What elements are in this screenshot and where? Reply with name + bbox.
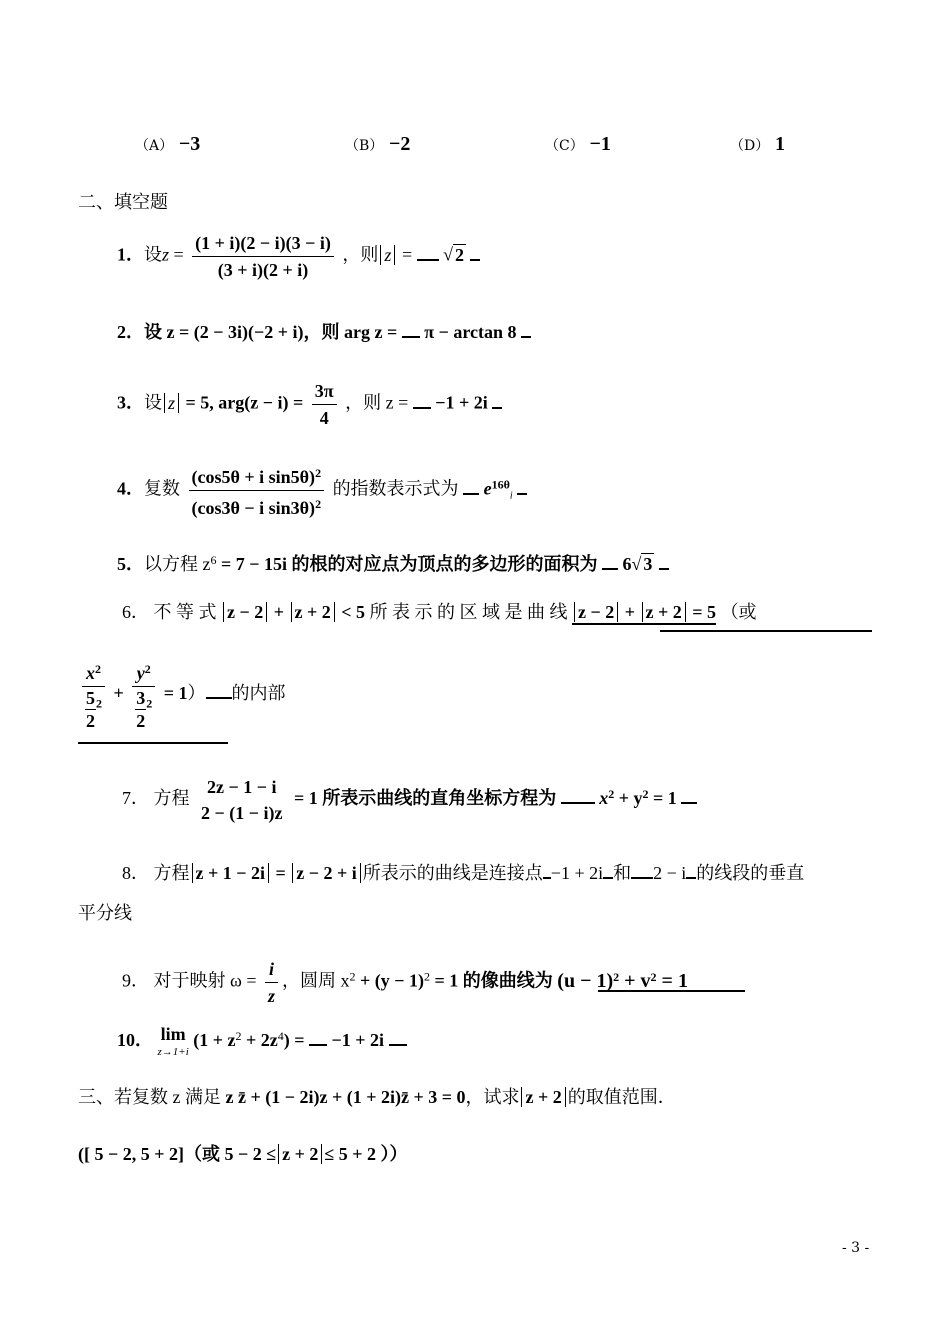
q10-answer: −1 + 2i bbox=[331, 1030, 385, 1050]
q9-mid3: = 1 的像曲线为 bbox=[430, 970, 553, 991]
choice-b-label: （B） bbox=[345, 138, 384, 154]
q7-fraction bbox=[198, 776, 286, 824]
section3-mid: ，试求 bbox=[465, 1087, 520, 1107]
q1-answer: √ 2 bbox=[443, 244, 464, 265]
q8-blank-4 bbox=[686, 859, 696, 879]
q6-answer-abs-a: z − 2 bbox=[574, 602, 618, 622]
q1-number: 1． bbox=[117, 244, 144, 265]
q4-answer-sup: 16θ bbox=[491, 477, 510, 492]
q7-answer-eq: = 1 bbox=[648, 788, 677, 809]
q7-answer-x: x bbox=[599, 788, 609, 809]
q3-mid1: = 5, arg(z − i) = bbox=[181, 392, 308, 413]
q6-frac-x bbox=[82, 658, 105, 732]
section3-abs: z + 2 bbox=[521, 1087, 565, 1107]
q3-fraction bbox=[312, 380, 337, 429]
q3-prefix: 设 bbox=[144, 392, 162, 413]
q6-underline-1 bbox=[660, 630, 872, 632]
q5-answer-coef: 6 bbox=[622, 554, 632, 574]
q3-abs-z: z bbox=[164, 393, 179, 413]
q6-den2-exp: 2 bbox=[146, 696, 153, 711]
q9-answer bbox=[557, 970, 688, 992]
q5-number: 5． bbox=[117, 554, 144, 574]
q4-den-exp: 2 bbox=[315, 497, 322, 511]
q9-answer-eq: = 1 bbox=[656, 969, 688, 992]
q1-prefix: 设 bbox=[144, 244, 162, 265]
q10-limit bbox=[158, 1025, 189, 1061]
q8-tail: 的线段的垂直 bbox=[696, 863, 805, 883]
q7-answer-x-exp: 2 bbox=[608, 787, 615, 802]
q7-denominator: 2 − (1 − i)z bbox=[201, 803, 283, 823]
q8-blank-2 bbox=[603, 859, 613, 879]
q4-number: 4． bbox=[117, 478, 144, 499]
q5-text2: = 7 − 15i 的根的对应点为顶点的多边形的面积为 bbox=[216, 554, 598, 574]
q8-and: 和 bbox=[613, 863, 632, 883]
q8-point-2: 2 − i bbox=[653, 863, 687, 883]
q5-answer-radicand: 3 bbox=[643, 554, 653, 574]
choice-d-value: 1 bbox=[774, 133, 785, 155]
choice-a-label: （A） bbox=[135, 138, 174, 154]
q5-answer: 6√ 3 bbox=[622, 554, 653, 574]
q7-prefix: 方程 bbox=[153, 788, 190, 809]
q7-blank bbox=[561, 784, 595, 804]
q6-answer-eq: = 5 bbox=[687, 602, 717, 622]
q4-fraction bbox=[189, 462, 325, 519]
q4-numerator: (cos5θ + i sin5θ) bbox=[191, 467, 316, 487]
q9-fraction-num: i bbox=[265, 958, 278, 983]
q5-blank-end bbox=[659, 550, 669, 570]
q8-number: 8． bbox=[122, 863, 149, 883]
q4-answer-sub: i bbox=[509, 490, 513, 502]
q6-frac-y bbox=[132, 658, 155, 732]
q10-exp4: 4 bbox=[277, 1029, 284, 1043]
q9-answer-v: + v bbox=[619, 969, 651, 992]
q2-blank bbox=[402, 318, 420, 338]
q9-answer-u: (u − 1) bbox=[557, 969, 614, 992]
page-number: - 3 - bbox=[842, 1240, 870, 1256]
choice-a bbox=[135, 133, 200, 157]
q7-mid: = 1 所表示曲线的直角坐标方程为 bbox=[289, 788, 557, 809]
q6-plus: + bbox=[269, 602, 289, 622]
question-2 bbox=[117, 318, 531, 343]
q6-y: y bbox=[136, 663, 145, 683]
q2-number: 2． bbox=[117, 322, 144, 342]
q8-blank-1 bbox=[543, 859, 551, 879]
question-6 bbox=[122, 601, 757, 623]
q7-answer-y-exp: 2 bbox=[642, 787, 649, 802]
q1-mid: ，则 bbox=[342, 244, 379, 265]
q1-z: z bbox=[162, 244, 170, 265]
question-3 bbox=[117, 380, 502, 429]
q8-prefix: 方程 bbox=[153, 863, 190, 883]
q2-text: 设 z = (2 − 3i)(−2 + i)，则 arg z = bbox=[144, 322, 402, 342]
q1-eq2: = bbox=[397, 244, 417, 265]
q10-exp2: 2 bbox=[235, 1029, 242, 1043]
q3-mid2: ，则 z = bbox=[345, 392, 413, 413]
q8-eq: = bbox=[271, 863, 291, 883]
q3-blank bbox=[413, 389, 431, 409]
q4-denominator: (cos3θ − i sin3θ) bbox=[191, 498, 316, 518]
section3-tail: 的取值范围． bbox=[567, 1087, 676, 1107]
q4-answer: e bbox=[483, 478, 492, 499]
question-9 bbox=[122, 958, 688, 1007]
q6-answer: z − 2 + z + 2 = 5 bbox=[572, 602, 716, 625]
q1-fraction bbox=[192, 232, 334, 281]
q10-expr3: ) = bbox=[283, 1030, 310, 1050]
q6-frac-five-half bbox=[85, 687, 96, 732]
q10-lim: lim bbox=[160, 1024, 186, 1044]
choice-a-value: −3 bbox=[178, 133, 201, 155]
q1-blank-end bbox=[470, 241, 480, 261]
q3-blank-end bbox=[492, 389, 502, 409]
q7-number: 7． bbox=[122, 788, 149, 809]
q5-blank bbox=[602, 550, 618, 570]
q8-blank-3 bbox=[631, 859, 653, 879]
q6-frac-three-half bbox=[135, 687, 146, 732]
section2-title: 二、填空题 bbox=[78, 192, 168, 213]
q10-blank-end bbox=[389, 1026, 407, 1046]
section3-equation: z z̄ + (1 − 2i)z + (1 + 2i)z̄ + 3 = 0 bbox=[225, 1087, 466, 1107]
section3-answer-text2: ≤ 5 + 2 ）） bbox=[324, 1144, 408, 1164]
q9-number: 9． bbox=[122, 970, 149, 991]
question-7 bbox=[122, 776, 697, 824]
q9-mid: ，圆周 x bbox=[282, 970, 350, 991]
q6-x-exp: 2 bbox=[95, 662, 101, 676]
q4-prefix: 复数 bbox=[144, 478, 180, 499]
q6-x: x bbox=[86, 663, 95, 683]
choice-c-label: （C） bbox=[545, 138, 584, 154]
q10-blank bbox=[309, 1026, 327, 1046]
q10-lim-under: z→1+i bbox=[157, 1046, 189, 1058]
q6-abs-a: z − 2 bbox=[223, 602, 267, 622]
q6-abs-b: z + 2 bbox=[291, 602, 335, 622]
q1-numerator: (1 + i)(2 − i)(3 − i) bbox=[192, 232, 334, 257]
q9-answer-u-exp: 2 bbox=[613, 969, 620, 984]
q1-eq: = bbox=[169, 244, 189, 265]
q1-answer-radicand: 2 bbox=[454, 244, 464, 265]
q8-abs-b: z − 2 + i bbox=[292, 863, 361, 883]
q2-blank-end bbox=[521, 318, 531, 338]
q9-underline bbox=[598, 990, 745, 992]
q5-text: 以方程 z bbox=[144, 554, 211, 574]
choice-b-value: −2 bbox=[389, 133, 411, 155]
q6-text: 不 等 式 bbox=[153, 602, 217, 622]
q6-close: ） bbox=[187, 683, 206, 704]
q6-two1: 2 bbox=[86, 711, 95, 731]
q7-answer-y: + y bbox=[614, 788, 643, 809]
q6-two2: 2 bbox=[136, 711, 146, 731]
q3-fraction-den: 4 bbox=[319, 408, 329, 428]
q4-num-exp: 2 bbox=[315, 466, 322, 480]
q3-answer: −1 + 2i bbox=[435, 392, 488, 413]
q7-blank-end bbox=[681, 784, 697, 804]
q5-exp: 6 bbox=[210, 553, 217, 567]
question-8 bbox=[122, 859, 804, 884]
q6-text2: 所 表 示 的 区 域 是 曲 线 bbox=[369, 602, 573, 622]
q10-number: 10． bbox=[117, 1030, 153, 1050]
q6-underline-2 bbox=[78, 742, 228, 744]
q8-mid: 所表示的曲线是连接点 bbox=[362, 863, 543, 883]
q6-lt: < 5 bbox=[336, 602, 366, 622]
q6-five: 5 bbox=[86, 688, 95, 708]
q8-tail2: 平分线 bbox=[78, 903, 132, 924]
q1-abs-z: z bbox=[380, 245, 395, 265]
q6-number: 6． bbox=[122, 602, 149, 622]
q6-ellipse: $x^2$ $\frac{5}{2}$ $^2$ + $y^2$ $\frac{3}{2}$ $^2$ = 1） 的内部 bbox=[78, 658, 286, 732]
q1-denominator: (3 + i)(2 + i) bbox=[217, 260, 309, 280]
question-1 bbox=[117, 232, 480, 281]
question-10 bbox=[117, 1025, 407, 1061]
q4-blank bbox=[463, 475, 479, 495]
choice-c bbox=[545, 133, 611, 157]
choice-d-label: （D） bbox=[730, 138, 770, 154]
question-4 bbox=[117, 462, 527, 519]
q4-mid: 的指数表示式为 bbox=[332, 478, 459, 499]
q9-fraction bbox=[265, 958, 278, 1007]
choice-b bbox=[345, 133, 410, 157]
q6-tail: 的内部 bbox=[231, 683, 286, 704]
q8-abs-a: z + 1 − 2i bbox=[192, 863, 270, 883]
section3-question bbox=[78, 1086, 676, 1108]
section3-prefix: 三、若复数 z 满足 bbox=[78, 1087, 226, 1107]
q6-y-exp: 2 bbox=[144, 662, 151, 676]
q7-numerator: 2z − 1 − i bbox=[206, 777, 277, 797]
q9-x-exp: 2 bbox=[349, 969, 356, 984]
q9-prefix: 对于映射 ω = bbox=[153, 970, 261, 991]
q6-three: 3 bbox=[136, 688, 146, 708]
q6-blank bbox=[206, 679, 232, 699]
q9-y-exp: 2 bbox=[424, 969, 431, 984]
q6-answer-abs-b: z + 2 bbox=[642, 602, 686, 622]
section3-answer-abs: z + 2 bbox=[278, 1144, 322, 1164]
section3-answer-text: ([ 5 − 2, 5 + 2]（或 5 − 2 ≤ bbox=[78, 1144, 277, 1164]
q9-fraction-den: z bbox=[268, 986, 276, 1006]
q6-eq1: = 1 bbox=[159, 683, 188, 704]
q9-answer-v-exp: 2 bbox=[650, 969, 657, 984]
q10-expr2: + 2z bbox=[241, 1030, 278, 1050]
q1-blank bbox=[417, 241, 439, 261]
q3-fraction-num: 3π bbox=[312, 380, 337, 405]
q9-mid2: + (y − 1) bbox=[355, 970, 425, 991]
q6-or: （或 bbox=[720, 602, 757, 622]
q8-point-1: −1 + 2i bbox=[550, 863, 604, 883]
choice-d bbox=[730, 133, 785, 157]
q10-expr: (1 + z bbox=[193, 1030, 236, 1050]
q2-answer: π − arctan 8 bbox=[424, 322, 517, 342]
question-5 bbox=[117, 549, 669, 575]
choice-c-value: −1 bbox=[589, 133, 611, 155]
q6-den1-exp: 2 bbox=[96, 696, 102, 711]
section3-answer bbox=[78, 1143, 408, 1165]
q3-number: 3． bbox=[117, 392, 144, 413]
q4-blank-end bbox=[517, 475, 527, 495]
